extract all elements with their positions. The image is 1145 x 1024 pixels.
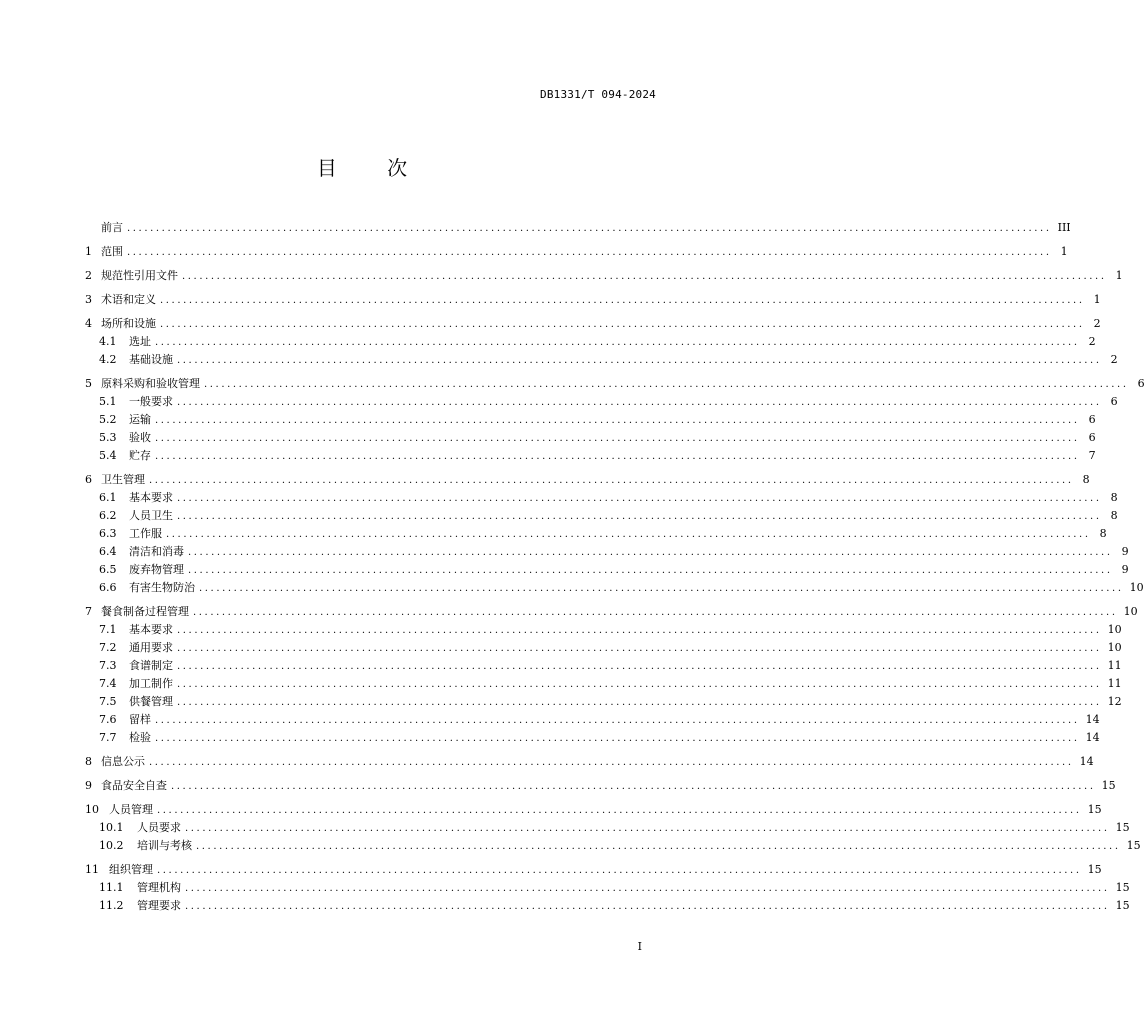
toc-leader-dots: ................................................................................................................................................................ bbox=[185, 883, 1110, 894]
toc-entry[interactable] bbox=[85, 411, 1096, 429]
toc-entry[interactable] bbox=[85, 393, 1118, 411]
toc-entry-page: 1 bbox=[1060, 245, 1068, 258]
toc-entry[interactable] bbox=[85, 561, 1129, 579]
toc-entry-label: 废弃物管理 bbox=[129, 563, 184, 576]
toc-entry[interactable] bbox=[85, 711, 1100, 729]
toc-entry-label: 供餐管理 bbox=[129, 695, 173, 708]
toc-entry-number: 11.2 bbox=[99, 899, 124, 912]
toc-entry[interactable] bbox=[85, 291, 1101, 309]
toc-entry-label: 基本要求 bbox=[129, 623, 173, 636]
toc-entry[interactable] bbox=[85, 219, 1071, 237]
toc-leader-dots: ................................................................................................................................................................ bbox=[177, 661, 1102, 672]
toc-entry-number: 10.1 bbox=[99, 821, 124, 834]
toc-entry-number: 4 bbox=[85, 317, 92, 330]
toc-leader-dots: ................................................................................................................................................................ bbox=[177, 511, 1102, 522]
toc-leader-dots: ................................................................................................................................................................ bbox=[188, 547, 1113, 558]
toc-entry-label: 食谱制定 bbox=[129, 659, 173, 672]
toc-entry[interactable] bbox=[85, 693, 1122, 711]
toc-entry-page: 6 bbox=[1110, 395, 1118, 408]
toc-entry-page: 9 bbox=[1121, 545, 1129, 558]
toc-entry[interactable] bbox=[85, 351, 1118, 369]
toc-entry[interactable] bbox=[85, 333, 1096, 351]
toc-entry-number: 11 bbox=[85, 863, 99, 876]
toc-entry-label: 贮存 bbox=[129, 449, 151, 462]
toc-entry-label: 管理机构 bbox=[137, 881, 181, 894]
toc-entry-label: 人员卫生 bbox=[129, 509, 173, 522]
footer-page-number: I bbox=[637, 940, 642, 953]
toc-leader-dots: ................................................................................................................................................................ bbox=[177, 643, 1102, 654]
toc-leader-dots: ................................................................................................................................................................ bbox=[185, 901, 1110, 912]
toc-entry-number: 10 bbox=[85, 803, 99, 816]
toc-entry-page: 9 bbox=[1121, 563, 1129, 576]
toc-entry-number: 5.4 bbox=[99, 449, 117, 462]
toc-entry-number: 6.6 bbox=[99, 581, 117, 594]
toc-leader-dots: ................................................................................................................................................................ bbox=[166, 529, 1091, 540]
toc-entry-number: 11.1 bbox=[99, 881, 124, 894]
toc-leader-dots: ................................................................................................................................................................ bbox=[177, 493, 1102, 504]
toc-entry[interactable] bbox=[85, 375, 1145, 393]
toc-entry-label: 卫生管理 bbox=[101, 473, 145, 486]
toc-entry-number: 5.3 bbox=[99, 431, 117, 444]
toc-entry-label: 工作服 bbox=[129, 527, 162, 540]
toc-entry-number: 7.4 bbox=[99, 677, 117, 690]
toc-entry-label: 场所和设施 bbox=[101, 317, 156, 330]
toc-entry-page: 10 bbox=[1129, 581, 1144, 594]
toc-entry-number: 7 bbox=[85, 605, 92, 618]
toc-entry-label: 人员管理 bbox=[109, 803, 153, 816]
toc-entry-page: 14 bbox=[1079, 755, 1094, 768]
toc-entry-label: 原料采购和验收管理 bbox=[101, 377, 200, 390]
toc-entry[interactable] bbox=[85, 639, 1122, 657]
toc-entry-page: 15 bbox=[1101, 779, 1116, 792]
toc-entry-number: 7.5 bbox=[99, 695, 117, 708]
toc-entry-page: 15 bbox=[1126, 839, 1141, 852]
toc-entry-label: 术语和定义 bbox=[101, 293, 156, 306]
toc-leader-dots: ................................................................................................................................................................ bbox=[127, 223, 1052, 234]
toc-entry-label: 加工制作 bbox=[129, 677, 173, 690]
toc-entry-number: 6.2 bbox=[99, 509, 117, 522]
toc-entry-label: 范围 bbox=[101, 245, 123, 258]
toc-entry-label: 留样 bbox=[129, 713, 151, 726]
toc-entry-label: 餐食制备过程管理 bbox=[101, 605, 189, 618]
toc-entry-label: 清洁和消毒 bbox=[129, 545, 184, 558]
toc-entry-page: 14 bbox=[1085, 731, 1100, 744]
toc-entry[interactable] bbox=[85, 879, 1130, 897]
toc-entry-number: 7.7 bbox=[99, 731, 117, 744]
title-char-right: 次 bbox=[387, 156, 408, 180]
toc-entry-label: 验收 bbox=[129, 431, 151, 444]
toc-entry-number: 8 bbox=[85, 755, 92, 768]
toc-leader-dots: ................................................................................................................................................................ bbox=[188, 565, 1113, 576]
toc-entry-number: 6.5 bbox=[99, 563, 117, 576]
toc-leader-dots: ................................................................................................................................................................ bbox=[177, 397, 1102, 408]
toc-entry[interactable] bbox=[85, 315, 1101, 333]
toc-leader-dots: ................................................................................................................................................................ bbox=[149, 757, 1074, 768]
toc-entry-page: 8 bbox=[1110, 491, 1118, 504]
toc-leader-dots: ................................................................................................................................................................ bbox=[157, 805, 1082, 816]
toc-entry[interactable] bbox=[85, 507, 1118, 525]
toc-entry-page: 10 bbox=[1123, 605, 1138, 618]
toc-entry[interactable] bbox=[85, 543, 1129, 561]
toc-entry-page: III bbox=[1057, 221, 1071, 234]
toc-entry[interactable] bbox=[85, 621, 1122, 639]
toc-entry-number: 1 bbox=[85, 245, 92, 258]
toc-entry-page: 15 bbox=[1087, 863, 1102, 876]
toc-leader-dots: ................................................................................................................................................................ bbox=[149, 475, 1074, 486]
toc-entry[interactable] bbox=[85, 243, 1068, 261]
toc-leader-dots: ................................................................................................................................................................ bbox=[160, 319, 1085, 330]
toc-leader-dots: ................................................................................................................................................................ bbox=[157, 865, 1082, 876]
toc-entry-page: 6 bbox=[1088, 413, 1096, 426]
toc-entry-label: 培训与考核 bbox=[137, 839, 192, 852]
toc-entry-page: 12 bbox=[1107, 695, 1122, 708]
toc-entry-page: 15 bbox=[1115, 881, 1130, 894]
toc-entry[interactable] bbox=[85, 837, 1141, 855]
toc-entry-label: 一般要求 bbox=[129, 395, 173, 408]
toc-entry-number: 7.1 bbox=[99, 623, 117, 636]
toc-leader-dots: ................................................................................................................................................................ bbox=[193, 607, 1118, 618]
toc-entry-page: 11 bbox=[1107, 677, 1122, 690]
toc-entry-number: 6.4 bbox=[99, 545, 117, 558]
toc-entry[interactable] bbox=[85, 753, 1094, 771]
toc-entry[interactable] bbox=[85, 861, 1102, 879]
toc-leader-dots: ................................................................................................................................................................ bbox=[127, 247, 1052, 258]
toc-entry[interactable] bbox=[85, 267, 1123, 285]
toc-leader-dots: ................................................................................................................................................................ bbox=[155, 337, 1080, 348]
toc-entry-number: 7.6 bbox=[99, 713, 117, 726]
toc-entry-page: 2 bbox=[1088, 335, 1096, 348]
toc-leader-dots: ................................................................................................................................................................ bbox=[185, 823, 1110, 834]
toc-entry-label: 管理要求 bbox=[137, 899, 181, 912]
toc-entry-page: 15 bbox=[1087, 803, 1102, 816]
toc-entry-label: 检验 bbox=[129, 731, 151, 744]
toc-entry-number: 6 bbox=[85, 473, 92, 486]
toc-entry-label: 食品安全自查 bbox=[101, 779, 167, 792]
toc-entry-label: 通用要求 bbox=[129, 641, 173, 654]
toc-entry-label: 人员要求 bbox=[137, 821, 181, 834]
toc-entry[interactable] bbox=[85, 729, 1100, 747]
toc-entry-page: 1 bbox=[1093, 293, 1101, 306]
toc-leader-dots: ................................................................................................................................................................ bbox=[155, 433, 1080, 444]
toc-entry-number: 4.1 bbox=[99, 335, 117, 348]
toc-entry-number: 2 bbox=[85, 269, 92, 282]
toc-leader-dots: ................................................................................................................................................................ bbox=[155, 451, 1080, 462]
toc-entry-number: 6.3 bbox=[99, 527, 117, 540]
toc-entry[interactable] bbox=[85, 819, 1130, 837]
toc-leader-dots: ................................................................................................................................................................ bbox=[177, 355, 1102, 366]
page-title bbox=[0, 152, 724, 181]
toc-leader-dots: ................................................................................................................................................................ bbox=[196, 841, 1121, 852]
toc-entry-page: 11 bbox=[1107, 659, 1122, 672]
toc-entry-label: 信息公示 bbox=[101, 755, 145, 768]
toc-entry-number: 5.1 bbox=[99, 395, 117, 408]
toc-entry[interactable] bbox=[85, 489, 1118, 507]
toc-entry-label: 基础设施 bbox=[129, 353, 173, 366]
toc-entry[interactable] bbox=[85, 657, 1122, 675]
toc-entry-number: 7.3 bbox=[99, 659, 117, 672]
table-of-contents bbox=[85, 219, 1145, 915]
toc-entry-page: 7 bbox=[1088, 449, 1096, 462]
toc-leader-dots: ................................................................................................................................................................ bbox=[155, 415, 1080, 426]
toc-entry[interactable] bbox=[85, 777, 1116, 795]
toc-entry-label: 选址 bbox=[129, 335, 151, 348]
toc-leader-dots: ................................................................................................................................................................ bbox=[177, 697, 1102, 708]
toc-entry-label: 组织管理 bbox=[109, 863, 153, 876]
toc-entry-page: 1 bbox=[1115, 269, 1123, 282]
toc-entry[interactable] bbox=[85, 675, 1122, 693]
toc-entry-page: 10 bbox=[1107, 641, 1122, 654]
toc-entry-number: 7.2 bbox=[99, 641, 117, 654]
toc-entry-label: 运输 bbox=[129, 413, 151, 426]
toc-entry-label: 规范性引用文件 bbox=[101, 269, 178, 282]
toc-entry[interactable] bbox=[85, 579, 1144, 597]
toc-entry-page: 15 bbox=[1115, 821, 1130, 834]
toc-leader-dots: ................................................................................................................................................................ bbox=[177, 625, 1102, 636]
toc-entry[interactable] bbox=[85, 897, 1130, 915]
toc-entry-page: 14 bbox=[1085, 713, 1100, 726]
toc-entry-number: 5.2 bbox=[99, 413, 117, 426]
toc-leader-dots: ................................................................................................................................................................ bbox=[155, 715, 1080, 726]
toc-entry-label: 有害生物防治 bbox=[129, 581, 195, 594]
toc-entry-page: 8 bbox=[1099, 527, 1107, 540]
title-char-left: 目 bbox=[316, 156, 337, 180]
toc-entry[interactable] bbox=[85, 603, 1138, 621]
toc-entry-page: 10 bbox=[1107, 623, 1122, 636]
toc-entry[interactable] bbox=[85, 801, 1102, 819]
toc-entry-page: 8 bbox=[1082, 473, 1090, 486]
document-code: DB1331/T 094-2024 bbox=[540, 88, 656, 101]
toc-leader-dots: ................................................................................................................................................................ bbox=[199, 583, 1124, 594]
toc-entry-label: 前言 bbox=[101, 221, 123, 234]
toc-entry-number: 3 bbox=[85, 293, 92, 306]
toc-entry-number: 6.1 bbox=[99, 491, 117, 504]
toc-leader-dots: ................................................................................................................................................................ bbox=[204, 379, 1129, 390]
toc-entry-number: 5 bbox=[85, 377, 92, 390]
toc-entry-page: 6 bbox=[1137, 377, 1145, 390]
toc-entry[interactable] bbox=[85, 471, 1090, 489]
toc-entry-page: 2 bbox=[1110, 353, 1118, 366]
toc-entry-number: 9 bbox=[85, 779, 92, 792]
toc-entry-page: 6 bbox=[1088, 431, 1096, 444]
toc-entry[interactable] bbox=[85, 525, 1107, 543]
toc-leader-dots: ................................................................................................................................................................ bbox=[182, 271, 1107, 282]
toc-leader-dots: ................................................................................................................................................................ bbox=[155, 733, 1080, 744]
toc-entry[interactable] bbox=[85, 447, 1096, 465]
toc-leader-dots: ................................................................................................................................................................ bbox=[177, 679, 1102, 690]
toc-entry-number: 10.2 bbox=[99, 839, 124, 852]
toc-entry-page: 2 bbox=[1093, 317, 1101, 330]
toc-leader-dots: ................................................................................................................................................................ bbox=[160, 295, 1085, 306]
toc-entry-page: 8 bbox=[1110, 509, 1118, 522]
toc-entry-page: 15 bbox=[1115, 899, 1130, 912]
toc-leader-dots: ................................................................................................................................................................ bbox=[171, 781, 1096, 792]
toc-entry[interactable] bbox=[85, 429, 1096, 447]
toc-entry-label: 基本要求 bbox=[129, 491, 173, 504]
toc-entry-number: 4.2 bbox=[99, 353, 117, 366]
